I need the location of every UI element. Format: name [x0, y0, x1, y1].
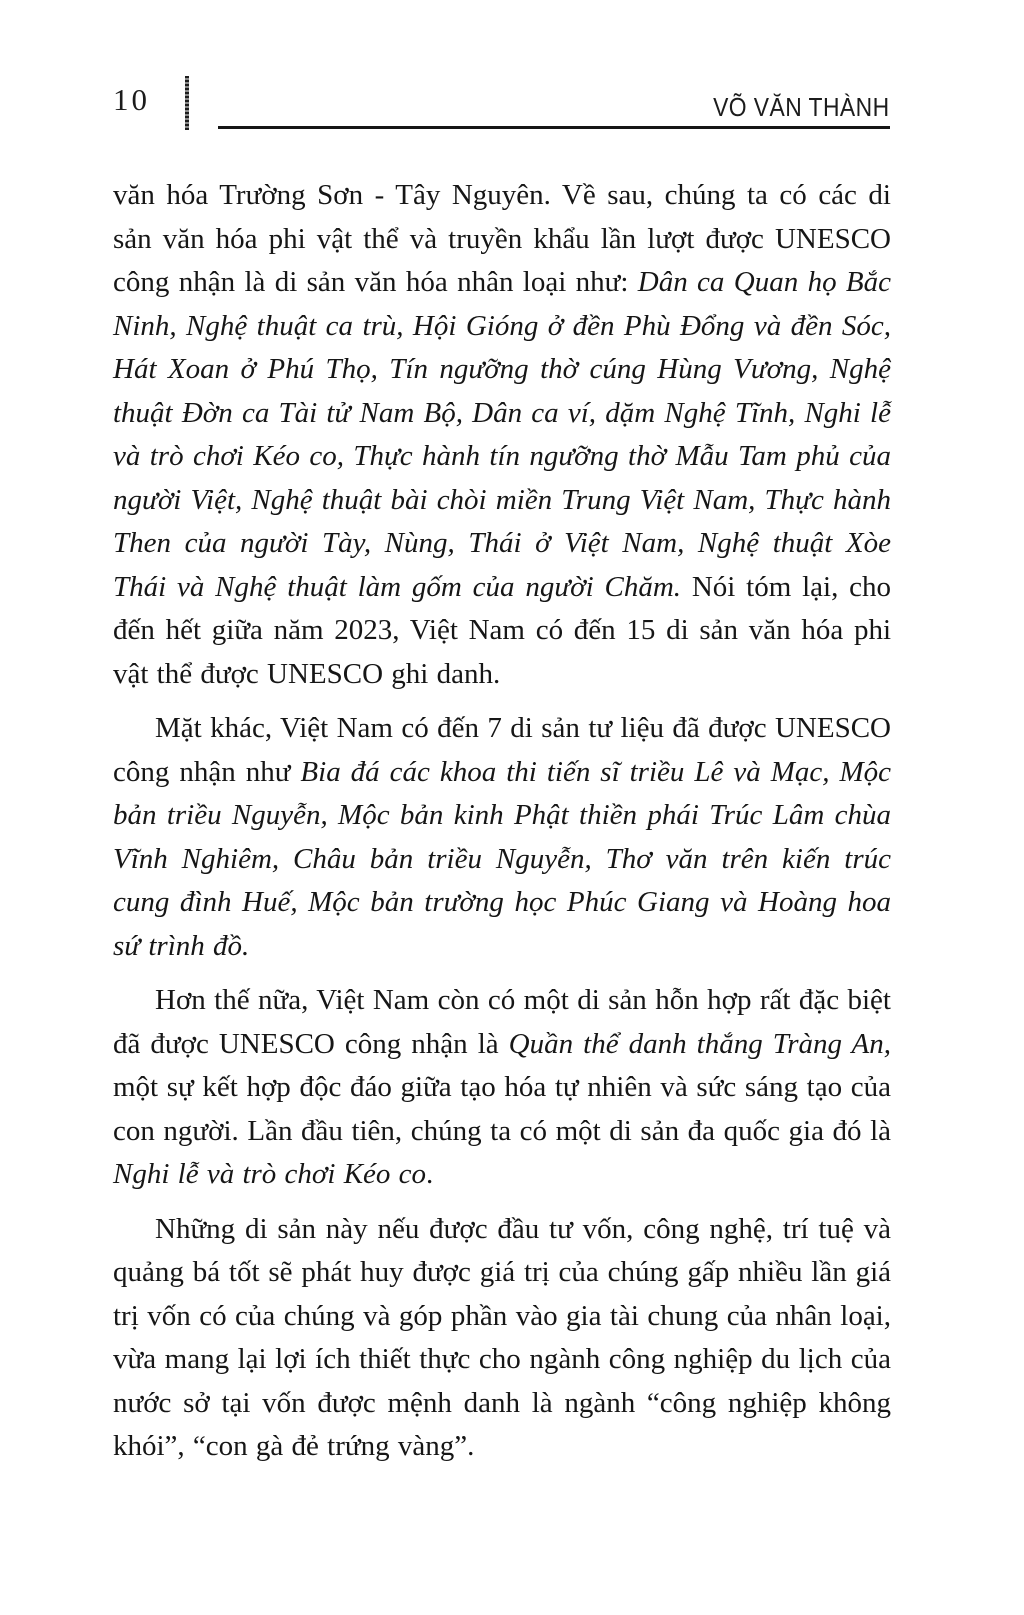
paragraph: [113, 707, 891, 968]
running-head-author: VÕ VĂN THÀNH: [713, 92, 890, 122]
header-rule: [218, 126, 890, 129]
italic-text-run: Quần thể danh thắng Tràng An,: [508, 1027, 892, 1060]
paragraph: [113, 1208, 891, 1469]
paragraph: [113, 174, 891, 696]
text-run: Hơn thế nữa, Việt Nam còn có một di sản hỗn hợp rất đặc biệt đã được UNESCO công nhận là: [113, 984, 891, 1060]
text-run: Những di sản này nếu được đầu tư vốn, công nghệ, trí tuệ và quảng bá tốt sẽ phát huy được giá trị của chúng gấp nhiều lần giá trị vốn có của chúng và góp phần vào gia tài chung của nhân loại, vừa mang lại lợi ích thiết thực cho ngành công nghiệp du lịch của nước sở tại vốn được mệnh danh là ngành “công nghiệp không khói”, “con gà đẻ trứng vàng”.: [113, 1212, 891, 1462]
text-run: Mặt khác, Việt Nam có đến 7 di sản tư liệu đã được UNESCO công nhận như: [113, 712, 891, 788]
text-run: Nói tóm lại, cho đến hết giữa năm 2023, Việt Nam có đến 15 di sản văn hóa phi vật thể được UNESCO ghi danh.: [113, 570, 891, 690]
text-run: một sự kết hợp độc đáo giữa tạo hóa tự nhiên và sức sáng tạo của con người. Lần đầu tiên, chúng ta có một di sản đa quốc gia đó là: [113, 1071, 891, 1147]
page-body: [113, 174, 891, 1469]
page-number: 10: [113, 82, 150, 117]
italic-text-run: Dân ca Quan họ Bắc Ninh, Nghệ thuật ca trù, Hội Gióng ở đền Phù Đổng và đền Sóc, Hát Xoan ở Phú Thọ, Tín ngưỡng thờ cúng Hùng Vương, Nghệ thuật Đờn ca Tài tử Nam Bộ, Dân ca ví, dặm Nghệ Tĩnh, Nghi lễ và trò chơi Kéo co, Thực hành tín ngưỡng thờ Mẫu Tam phủ của người Việt, Nghệ thuật bài chòi miền Trung Việt Nam, Thực hành Then của người Tày, Nùng, Thái ở Việt Nam, Nghệ thuật Xòe Thái và Nghệ thuật làm gốm của người Chăm.: [113, 266, 892, 603]
italic-text-run: Nghi lễ và trò chơi Kéo co: [113, 1158, 427, 1190]
header-divider-bar: [185, 76, 189, 130]
text-run: văn hóa Trường Sơn - Tây Nguyên. Về sau, chúng ta có các di sản văn hóa phi vật thể và truyền khẩu lần lượt được UNESCO công nhận là di sản văn hóa nhân loại như:: [113, 179, 891, 298]
text-run: .: [426, 1158, 434, 1190]
paragraph: [113, 979, 891, 1197]
italic-text-run: Bia đá các khoa thi tiến sĩ triều Lê và Mạc, Mộc bản triều Nguyễn, Mộc bản kinh Phật thiền phái Trúc Lâm chùa Vĩnh Nghiêm, Châu bản triều Nguyễn, Thơ văn trên kiến trúc cung đình Huế, Mộc bản trường học Phúc Giang và Hoàng hoa sứ trình đồ.: [113, 755, 892, 962]
